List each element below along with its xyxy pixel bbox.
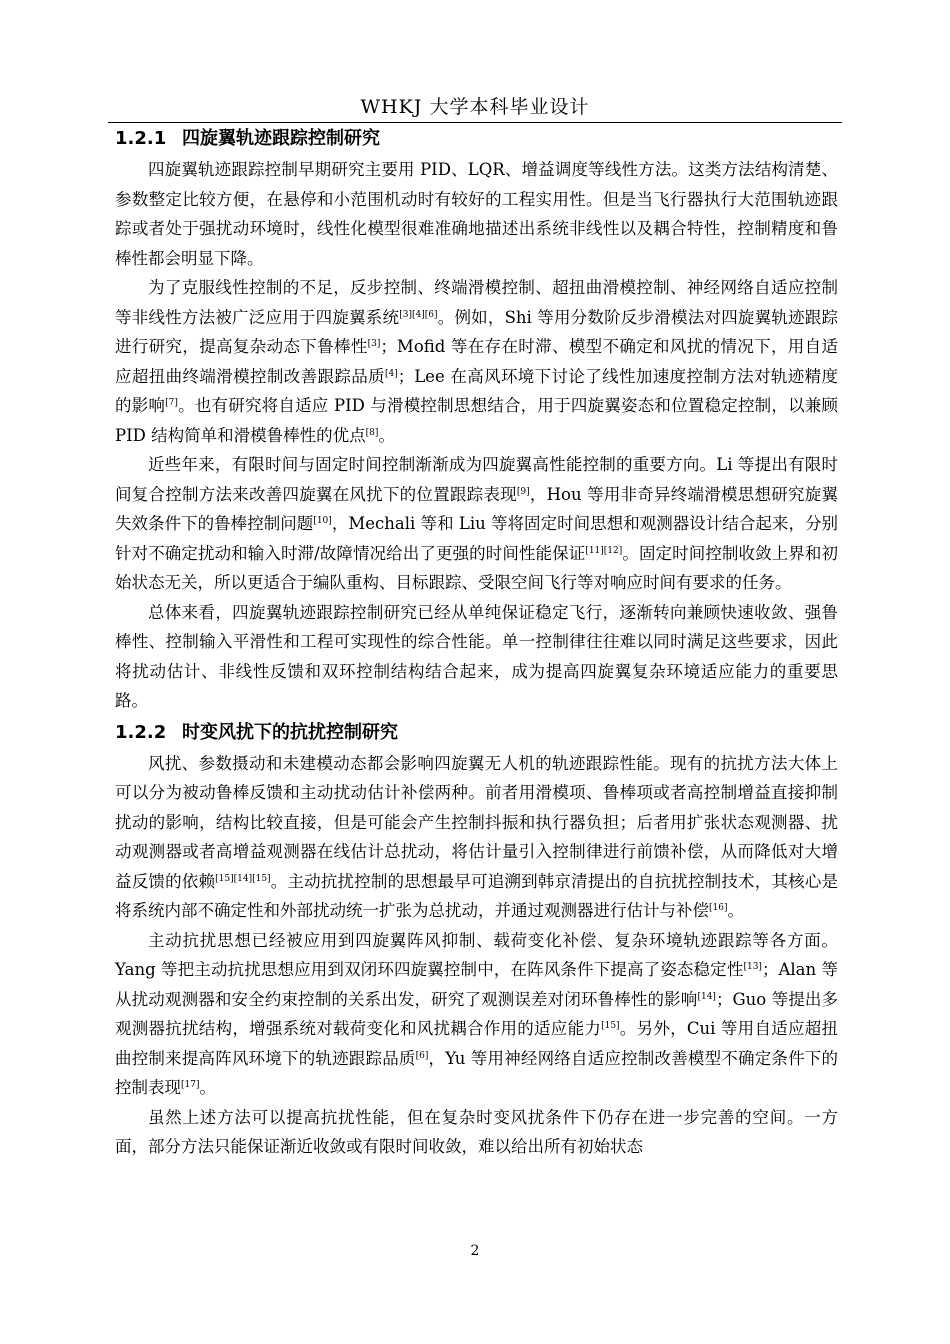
paragraph-text: 虽然上述方法可以提高抗扰性能，但在复杂时变风扰条件下仍存在进一步完善的空间。一方面，部分方法只能保证渐近收敛或有限时间收敛，难以给出所有初始状态 bbox=[115, 1107, 838, 1156]
section-title: 四旋翼轨迹跟踪控制研究 bbox=[182, 128, 380, 149]
paragraph-text: 总体来看，四旋翼轨迹跟踪控制研究已经从单纯保证稳定飞行，逐渐转向兼顾快速收敛、强鲁棒性、控制输入平滑性和工程可实现性的综合性能。单一控制律往往难以同时满足这些要求，因此将扰动估计、非线性反馈和双环控制结构结合起来，成为提高四旋翼复杂环境适应能力的重要思路。 bbox=[115, 602, 838, 710]
section-number: 1.2.1 bbox=[115, 128, 167, 149]
paragraph-text: 。固定时间控制收敛上界和初始状态无关，所以更适合于编队重构、目标跟踪、受限空间飞行等对响应时间有要求的任务。 bbox=[115, 543, 838, 592]
paragraph bbox=[115, 450, 838, 598]
paragraph-text: ，Yu 等用神经网络自适应控制改善模型不确定条件下的控制表现 bbox=[115, 1048, 838, 1097]
citation-ref: [17] bbox=[181, 1080, 200, 1090]
citation-ref: [6] bbox=[415, 1050, 429, 1061]
paragraph-text: ；Mofid 等在存在时滞、模型不确定和风扰的情况下，用自适应超扭曲终端滑模控制改善跟踪品质 bbox=[115, 337, 838, 386]
paragraph-text: 为了克服线性控制的不足，反步控制、终端滑模控制、超扭曲滑模控制、神经网络自适应控制等非线性方法被广泛应用于四旋翼系统 bbox=[115, 278, 838, 327]
citation-ref: [10] bbox=[313, 516, 332, 526]
citation-ref: [16] bbox=[709, 903, 728, 913]
paragraph-text: 。 bbox=[378, 425, 395, 445]
citation-ref: [11][12] bbox=[585, 545, 623, 556]
section-number: 1.2.2 bbox=[115, 721, 167, 743]
section-heading-1-2-1 bbox=[115, 122, 838, 155]
paragraph-text: 。 bbox=[727, 901, 744, 920]
paragraph-text: 。另外，Cui 等用自适应超扭曲控制来提高阵风环境下的轨迹跟踪品质 bbox=[115, 1019, 838, 1068]
citation-ref: [13] bbox=[743, 962, 762, 972]
citation-ref: [15] bbox=[601, 1021, 620, 1031]
paragraph-text: 四旋翼轨迹跟踪控制早期研究主要用 PID、LQR、增益调度等线性方法。这类方法结构清楚、参数整定比较方便，在悬停和小范围机动时有较好的工程实用性。但是当飞行器执行大范围轨迹跟踪或者处于强扰动环境时，线性化模型很难准确地描述出系统非线性以及耦合特性，控制精度和鲁棒性都会明显下降。 bbox=[115, 160, 838, 268]
paragraph bbox=[115, 155, 838, 273]
citation-ref: [8] bbox=[365, 427, 379, 438]
citation-ref: [3] bbox=[367, 339, 381, 349]
paragraph bbox=[115, 598, 838, 716]
citation-ref: [4] bbox=[384, 368, 398, 379]
paragraph-text: 。 bbox=[199, 1078, 216, 1097]
citation-ref: [15][14][15] bbox=[215, 873, 271, 884]
paragraph-text: ；Guo 等提出多观测器抗扰结构，增强系统对载荷变化和风扰耦合作用的适应能力 bbox=[115, 989, 838, 1038]
citation-ref: [14] bbox=[697, 991, 716, 1002]
paragraph-text: 。例如，Shi 等用分数阶反步滑模法对四旋翼轨迹跟踪进行研究，提高复杂动态下鲁棒性 bbox=[115, 307, 839, 356]
paragraph-text: 。也有研究将自适应 PID 与滑模控制思想结合，用于四旋翼姿态和位置稳定控制，以兼顾 PID 结构简单和滑模鲁棒性的优点 bbox=[115, 396, 838, 445]
paragraph bbox=[115, 1103, 838, 1162]
paragraph bbox=[115, 273, 838, 450]
paragraph-text: 。主动抗扰控制的思想最早可追溯到韩京清提出的自抗扰控制技术，其核心是将系统内部不确定性和外部扰动统一扩张为总扰动，并通过观测器进行估计与补偿 bbox=[115, 871, 839, 920]
paragraph bbox=[115, 749, 838, 926]
citation-ref: [7] bbox=[165, 398, 178, 408]
paragraph bbox=[115, 926, 838, 1103]
paragraph-text: ，Hou 等用非奇异终端滑模思想研究旋翼失效条件下的鲁棒控制问题 bbox=[115, 484, 839, 533]
paragraph-text: ，Mechali 等和 Liu 等将固定时间思想和观测器设计结合起来，分别针对不确定扰动和输入时滞/故障情况给出了更强的时间性能保证 bbox=[115, 514, 839, 563]
paragraph-text: ；Lee 在高风环境下讨论了线性加速度控制方法对轨迹精度的影响 bbox=[115, 366, 839, 415]
citation-ref: [3][4][6] bbox=[399, 309, 438, 320]
paragraph-text: 近些年来，有限时间与固定时间控制渐渐成为四旋翼高性能控制的重要方向。Li 等提出有限时间复合控制方法来改善四旋翼在风扰下的位置跟踪表现 bbox=[115, 455, 838, 504]
page-header: WHKJ 大学本科毕业设计 bbox=[360, 96, 590, 118]
page-number: 2 bbox=[470, 1243, 480, 1259]
paragraph-text: ；Alan 等从扰动观测器和安全约束控制的关系出发，研究了观测误差对闭环鲁棒性的影响 bbox=[115, 960, 838, 1009]
section-heading-1-2-2 bbox=[115, 716, 838, 749]
paragraph-text: 风扰、参数摄动和未建模动态都会影响四旋翼无人机的轨迹跟踪性能。现有的抗扰方法大体上可以分为被动鲁棒反馈和主动扰动估计补偿两种。前者用滑模项、鲁棒项或者高控制增益直接抑制扰动的影响，结构比较直接，但是可能会产生控制抖振和执行器负担；后者用扩张状态观测器、扰动观测器或者高增益观测器在线估计总扰动，将估计量引入控制律进行前馈补偿，从而降低对大增益反馈的依赖 bbox=[115, 753, 838, 891]
paragraph-text: 主动抗扰思想已经被应用到四旋翼阵风抑制、载荷变化补偿、复杂环境轨迹跟踪等各方面。Yang 等把主动抗扰思想应用到双闭环四旋翼控制中，在阵风条件下提高了姿态稳定性 bbox=[115, 930, 838, 979]
citation-ref: [9] bbox=[516, 486, 530, 497]
page-body bbox=[115, 122, 838, 1162]
section-title: 时变风扰下的抗扰控制研究 bbox=[182, 721, 398, 743]
